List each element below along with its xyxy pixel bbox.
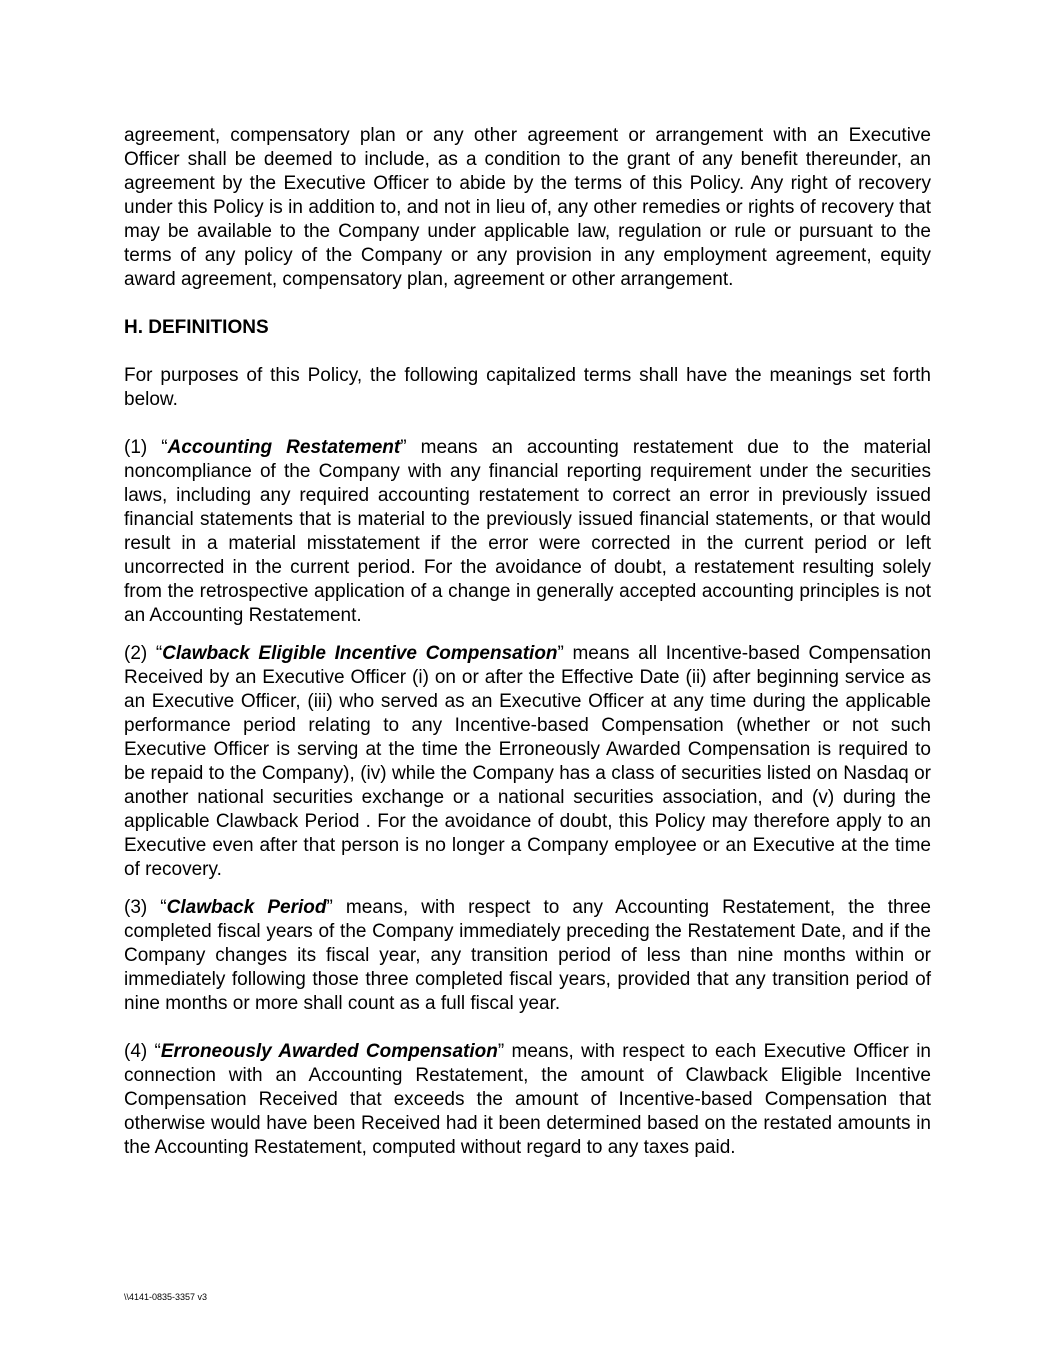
definition-text: ” means an accounting restatement due to the material noncompliance of the Company with any financial reporting requirement under the securities laws, including any required accounting restatement to correct an error in previously issued financial statements that is material to the previously issued financial statements, or that would result in a material misstatement if the error were corrected in the current period or left uncorrected in the current period. For the avoidance of doubt, a restatement resulting solely from the retrospective application of a change in generally accepted accounting principles is not an Accounting Restatement. <box>124 437 932 626</box>
definition-text: ” means, with respect to each Executive Officer in connection with an Accounting Restatement, the amount of Clawback Eligible Incentive Compensation Received that exceeds the amount of Incentive-based Compensation that otherwise would have been Received had it been determined based on the restated amounts in the Accounting Restatement, computed without regard to any taxes paid. <box>124 1041 931 1158</box>
defined-term: Clawback Eligible Incentive Compensation <box>162 643 558 664</box>
definition-text: ” means all Incentive-based Compensation Received by an Executive Officer (i) on or after the Effective Date (ii) after beginning service as an Executive Officer, (iii) who served as an Executive Officer at any time during the applicable performance period relating to any Incentive-based Compensation (whether or not such Executive Officer is serving at the time the Erroneously Awarded Compensation is required to be repaid to the Company), (iv) while the Company has a class of securities listed on Nasdaq or another national securities exchange or a national securities association, and (v) during the applicable Clawback Period . For the avoidance of doubt, this Policy may therefore apply to an Executive even after that person is no longer a Company employee or an Executive at the time of recovery. <box>124 643 932 880</box>
defined-term: Clawback Period <box>166 897 327 918</box>
defined-term: Erroneously Awarded Compensation <box>160 1041 498 1062</box>
definition-number: (2) “ <box>124 643 163 664</box>
definition-number: (3) “ <box>124 897 167 918</box>
intro-paragraph: agreement, compensatory plan or any other agreement or arrangement with an Executive Officer shall be deemed to include, as a condition to the grant of any benefit thereunder, an agreement by the Executive Officer to abide by the terms of this Policy. Any right of recovery under this Policy is in addition to, and not in lieu of, any other remedies or rights of recovery that may be available to the Company under applicable law, regulation or rule or pursuant to the terms of any policy of the Company or any provision in any employment agreement, equity award agreement, compensatory plan, agreement or other arrangement. <box>124 125 931 290</box>
definition-number: (1) “ <box>124 437 168 458</box>
defined-term: Accounting Restatement <box>167 437 401 458</box>
document-id-footer: \\4141-0835-3357 v3 <box>124 1292 208 1302</box>
definition-clawback-period <box>124 896 931 1016</box>
definition-number: (4) “ <box>124 1041 161 1062</box>
definition-text: ” means, with respect to any Accounting Restatement, the three completed fiscal years of the Company immediately preceding the Restatement Date, and if the Company changes its fiscal year, any transition period of less than nine months within or immediately following those three completed fiscal years, provided that any transition period of nine months or more shall count as a full fiscal year. <box>124 897 931 1014</box>
definition-accounting-restatement <box>124 436 931 628</box>
definition-erroneously-awarded-compensation <box>124 1040 931 1160</box>
section-heading: H. DEFINITIONS <box>124 317 269 338</box>
definitions-lead-paragraph: For purposes of this Policy, the following capitalized terms shall have the meanings set forth below. <box>124 365 931 410</box>
document-page <box>124 124 931 1160</box>
definition-clawback-eligible-incentive-compensation <box>124 642 931 882</box>
